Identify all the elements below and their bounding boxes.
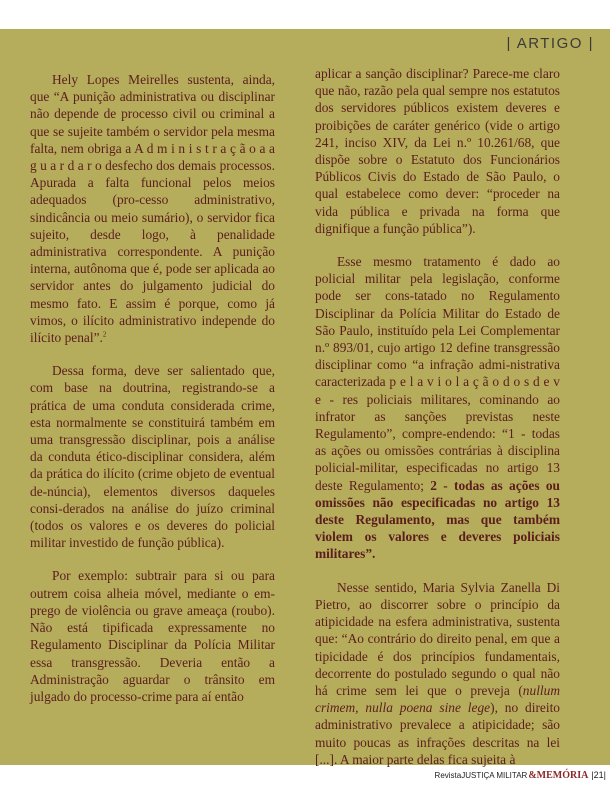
magazine-name: RevistaJUSTIÇA MILITAR (434, 771, 528, 780)
page-footer (435, 770, 606, 781)
right-paragraph-3-text-b: ), no direito administrativo prevalece a atipicidade; são muito poucas as infrações descritas na lei [...]. A maior parte delas fica sujeita à (315, 700, 560, 767)
right-paragraph-2-text: Esse mesmo tratamento é dado ao policial militar pela legislação, conforme pode ser cons-tatado no Regulamento Disciplinar da Polícia Militar do Estado de São Paulo, instituído pela Lei Complementar n.º 893/01, cujo artigo 12 define transgressão disciplinar como “a infração admi-nistrativa caracterizada p e l a v i o l a ç ã o d o s d e v e - res policiais militares, cominando ao infrator as sanções previstas neste Regulamento”, compre-endendo: “1 - todas as ações ou omissões contrárias à disciplina policial-militar, especificadas no artigo 13 deste Regulamento; (315, 254, 560, 493)
right-paragraph-2 (315, 253, 560, 563)
section-tag: | ARTIGO | (506, 35, 594, 52)
magazine-memoria: &MEMÓRIA (528, 770, 589, 781)
left-paragraph-2: Dessa forma, deve ser salientado que, com base na doutrina, registrando-se a prática de uma conduta considerada crime, esta normalmente se constituirá também em uma transgressão disciplinar, pois a análise da conduta ético-disciplinar considera, além da prática do ilícito (crime objeto de eventual de-núncia), elementos diversos daqueles consi-derados na análise do juízo criminal (todos os valores e os deveres do policial militar investido de função pública). (30, 363, 275, 551)
right-paragraph-1: aplicar a sanção disciplinar? Parece-me claro que não, razão pela qual sempre nos estatutos dos servidores públicos existem deveres e proibições de caráter genérico (vide o artigo 241, inciso XIV, da Lei n.º 10.261/68, que dispõe sobre o Estatuto dos Funcionários Públicos Civis do Estado de São Paulo, o qual estabelece como dever: “proceder na vida pública e privada na forma que dignifique a função pública”). (315, 66, 560, 236)
right-paragraph-3-text-a: Nesse sentido, Maria Sylvia Zanella Di Pietro, ao discorrer sobre o princípio da atipicidade na esfera administrativa, sustenta que: “Ao contrário do direito penal, em que a tipicidade é dos princípios fundamentais, decorrente do postulado segundo o qual não há crime sem lei que o preveja ( (315, 579, 560, 698)
latin-maxim: nullum crimem, nulla poena sine lege (315, 682, 560, 716)
right-paragraph-3 (315, 579, 560, 768)
left-column (30, 71, 275, 721)
left-paragraph-1 (30, 71, 275, 346)
footnote-marker: 2 (102, 330, 107, 339)
article-page (0, 29, 610, 765)
left-paragraph-3: Por exemplo: subtrair para si ou para outrem coisa alheia móvel, mediante o em-prego de violência ou grave ameaça (roubo). Não está tipificada expressamente no Regulamento Disciplinar da Polícia Militar essa transgressão. Deveria então a Administração aguardar o trânsito em julgado do processo-crime para aí então (30, 568, 275, 704)
left-paragraph-1-text: Hely Lopes Meirelles sustenta, ainda, que “A punição administrativa ou disciplinar não depende de processo civil ou criminal a que se sujeite também o servidor pela mesma falta, nem obriga a A d m i n i s t r a ç ã o a a g u a r d a r o desfecho dos demais processos. Apurada a falta funcional pelos meios adequados (pro-cesso administrativo, sindicância ou meio sumário), o servidor fica sujeito, desde logo, à penalidade administrativa correspondente. A punição interna, autônoma que é, pode ser aplicada ao servidor antes do julgamento judicial do mesmo fato. E assim é porque, como já vimos, o ilícito administrativo independe do ilícito penal”. (30, 72, 275, 346)
right-column (315, 65, 560, 784)
page-number: |21| (591, 770, 606, 780)
right-paragraph-2-bold: 2 - todas as ações ou omissões não especificadas no artigo 13 deste Regulamento, mas que também violem os valores e deveres policiais militares”. (315, 477, 560, 562)
